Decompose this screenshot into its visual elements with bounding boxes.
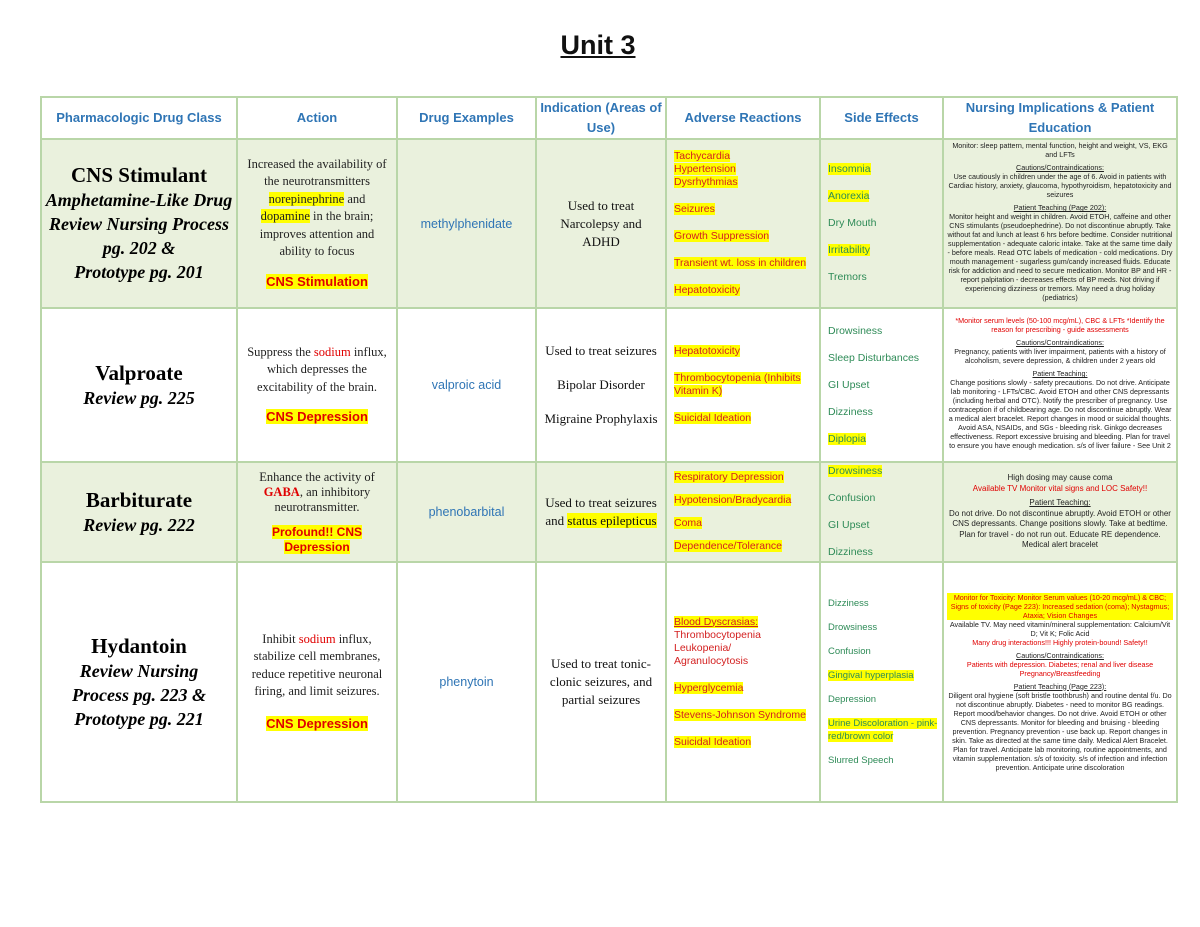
drug-example: phenytoin xyxy=(397,562,536,802)
drug-class-subtitle: Amphetamine-Like Drug xyxy=(45,190,233,210)
header-drug-examples: Drug Examples xyxy=(397,97,536,139)
side-effect-item: Insomnia xyxy=(828,163,871,175)
drug-example: phenobarbital xyxy=(397,462,536,562)
adverse-item: Respiratory Depression xyxy=(674,471,784,483)
adverse-item: Growth Suppression xyxy=(674,230,770,242)
action-highlight: dopamine xyxy=(260,209,310,224)
adverse-item: Dependence/Tolerance xyxy=(674,540,782,552)
adverse-item: Tachycardia xyxy=(674,150,731,162)
header-nursing-implications: Nursing Implications & Patient Education xyxy=(943,97,1177,139)
adverse-item: Stevens-Johnson Syndrome xyxy=(674,708,806,721)
indication-item: Used to treat seizures and xyxy=(545,495,657,528)
drug-class-name: Barbiturate xyxy=(85,487,193,512)
adverse-item: Hypotension/Bradycardia xyxy=(674,494,792,506)
action-highlight: norepinephrine xyxy=(268,191,345,206)
side-effect-item: Slurred Speech xyxy=(828,755,894,766)
drug-class-name: Valproate xyxy=(95,360,183,385)
adverse-item: Dysrhythmias xyxy=(674,176,738,188)
side-effect-item: Gingival hyperplasia xyxy=(828,670,914,681)
implication-text: Monitor: sleep pattern, mental function, height and weight, VS, EKG and LFTs xyxy=(952,141,1168,159)
adverse-item: Leukopenia/ xyxy=(674,641,732,654)
implications-cell xyxy=(943,308,1177,462)
action-highlight: sodium xyxy=(313,344,351,359)
adverse-item: Suicidal Ideation xyxy=(674,412,752,424)
implication-heading: Patient Teaching (Page 223): xyxy=(1013,681,1107,691)
implication-text: Monitor height and weight in children. Avoid ETOH, caffeine and other CNS stimulants (pseudoephedrine). Do not discontinue abruptly. Take without fat and lunch at least 6 hrs before bedtime. Consider nutritional supplementation - adequate caloric intake. Take at the same time daily - before meals. Read OTC labels of medication - cold medications. Dry mouth management - sugarless gum/candy increased fluids. Educate risk for addiction and need to secure medication. Monitor BP and HR - report palpitation - decreases effects of BP meds. Not driving if experiencing dizziness or tremors. May need a drug holiday (pediatrics) xyxy=(947,212,1173,302)
side-effect-item: GI Upset xyxy=(828,519,870,531)
drug-class-cell xyxy=(41,139,237,308)
adverse-item: Hepatotoxicity xyxy=(674,345,740,357)
drug-class-subtitle: Prototype pg. 221 xyxy=(74,708,204,729)
implication-text: Diligent oral hygiene (soft bristle toothbrush) and routine dental f/u. Do not discontinue abruptly. Diabetes - need to monitor BG readings. Report mood/behavior changes. Do not drive. Avoid ETOH or other CNS depressants. Monitor for bleeding and bruising - bleeding prevention. Pregnancy prevention - use back up. Report changes in skin. Take as directed at the same time daily. Medical Alert Bracelet. Plan for travel. Anticipate lab monitoring, routine appointments, and vitamin supplementation. s/s of toxicity. s/s of infection and infection prevention. Anticipate urine discoloration xyxy=(948,690,1172,772)
indication-cell xyxy=(536,462,666,562)
header-drug-class: Pharmacologic Drug Class xyxy=(41,97,237,139)
side-effect-item: Dizziness xyxy=(828,598,869,609)
drug-class-subtitle: Review Nursing Process pg. 202 & xyxy=(49,214,229,258)
drug-class-name: CNS Stimulant xyxy=(71,163,207,187)
implication-text: High dosing may cause coma xyxy=(1007,473,1113,483)
action-text: in the brain; improves attention and ability to focus xyxy=(259,209,375,259)
side-effects-cell xyxy=(820,139,943,308)
drug-class-subtitle: Review Nursing xyxy=(79,660,199,681)
table-row xyxy=(41,562,1177,802)
side-effect-item: Dizziness xyxy=(828,546,873,558)
indication-cell: Used to treat Narcolepsy and ADHD xyxy=(536,139,666,308)
action-highlight: sodium xyxy=(298,631,336,646)
drug-class-cell xyxy=(41,308,237,462)
side-effect-item: Depression xyxy=(828,694,877,705)
implication-text: Use cautiously in children under the age of 6. Avoid in patients with Cardiac history, anxiety, glaucoma, hypothyroidism, hepatotoxicity and seizures xyxy=(948,172,1172,199)
action-cell xyxy=(237,139,397,308)
side-effect-item: GI Upset xyxy=(828,378,870,391)
action-text: influx, stabilize cell membranes, reduce repetitive neuronal firing, and limit seizures. xyxy=(251,631,383,699)
indication-item: Migraine Prophylaxis xyxy=(544,411,658,426)
implications-cell xyxy=(943,462,1177,562)
adverse-item: Agranulocytosis xyxy=(674,654,749,667)
adverse-cell xyxy=(666,562,820,802)
action-tag: Profound!! CNS Depression xyxy=(272,524,362,554)
action-text: Enhance the activity of xyxy=(259,469,375,484)
side-effect-item: Urine Discoloration - pink-red/brown color xyxy=(828,718,938,742)
table-row xyxy=(41,462,1177,562)
implication-text: Pregnancy, patients with liver impairment, patients with a history of alcoholism, severe depression, & children under 2 years old xyxy=(954,347,1166,365)
side-effect-item: Drowsiness xyxy=(828,324,883,337)
indication-item: Used to treat seizures xyxy=(545,343,657,358)
action-cell xyxy=(237,462,397,562)
drug-class-subtitle: Review pg. 225 xyxy=(83,387,195,408)
page-title: Unit 3 xyxy=(560,30,636,60)
adverse-item: Suicidal Ideation xyxy=(674,735,752,748)
side-effect-item: Confusion xyxy=(828,492,876,504)
implication-text: Available TV. May need vitamin/mineral supplementation: Calcium/Vit D; Vit K; Folic Acid xyxy=(949,619,1171,638)
adverse-item: Thrombocytopenia (Inhibits Vitamin K) xyxy=(674,372,801,397)
side-effect-item: Diplopia xyxy=(828,432,866,445)
adverse-item: Hepatotoxicity xyxy=(674,284,740,296)
indication-cell xyxy=(536,308,666,462)
adverse-item: Blood Dyscrasias: xyxy=(674,615,759,628)
header-side-effects: Side Effects xyxy=(820,97,943,139)
table-row xyxy=(41,308,1177,462)
implication-heading: Patient Teaching: xyxy=(1029,498,1091,508)
adverse-cell xyxy=(666,462,820,562)
side-effect-item: Confusion xyxy=(828,646,871,657)
drug-example: valproic acid xyxy=(397,308,536,462)
adverse-item: Hypertension xyxy=(674,163,736,175)
adverse-item: Coma xyxy=(674,517,703,529)
side-effect-item: Dry Mouth xyxy=(828,217,877,229)
indication-item: Bipolar Disorder xyxy=(557,377,645,392)
action-tag: CNS Depression xyxy=(266,715,368,731)
side-effect-item: Irritability xyxy=(828,244,871,256)
header-row xyxy=(41,97,1177,139)
action-text: Suppress the xyxy=(247,344,311,359)
drug-class-cell xyxy=(41,462,237,562)
action-tag: CNS Depression xyxy=(266,409,368,424)
side-effect-item: Sleep Disturbances xyxy=(828,351,920,364)
action-cell xyxy=(237,308,397,462)
header-adverse-reactions: Adverse Reactions xyxy=(666,97,820,139)
action-text: Inhibit xyxy=(262,631,296,646)
implication-heading: Cautions/Contraindications: xyxy=(1016,163,1104,172)
implication-text: *Monitor serum levels (50-100 mcg/mL), CBC & LFTs *Identify the reason for prescribing - guide assessments xyxy=(955,316,1165,334)
action-text: , an inhibitory neurotransmitter. xyxy=(274,484,371,514)
indication-highlight: status epilepticus xyxy=(567,513,657,528)
implications-cell xyxy=(943,139,1177,308)
implications-cell xyxy=(943,562,1177,802)
side-effect-item: Dizziness xyxy=(828,405,873,418)
implication-heading: Patient Teaching (Page 202): xyxy=(1013,203,1107,212)
implication-text: Available TV Monitor vital signs and LOC Safety!! xyxy=(972,483,1148,493)
drug-class-name: Hydantoin xyxy=(91,633,187,658)
side-effects-cell xyxy=(820,462,943,562)
drug-example: methylphenidate xyxy=(397,139,536,308)
drug-class-subtitle: Review pg. 222 xyxy=(83,514,195,535)
adverse-item: Transient wt. loss in children xyxy=(674,257,807,269)
implication-heading: Cautions/Contraindications: xyxy=(1016,338,1104,347)
side-effects-cell xyxy=(820,562,943,802)
action-tag: CNS Stimulation xyxy=(266,273,368,289)
adverse-item: Seizures xyxy=(674,203,715,215)
action-cell xyxy=(237,562,397,802)
action-text: and xyxy=(347,191,366,206)
adverse-item: Hyperglycemia xyxy=(674,681,744,694)
action-text: Increased the availability of the neurotransmitters xyxy=(247,156,387,189)
header-action: Action xyxy=(237,97,397,139)
implication-text: Change positions slowly - safety precautions. Do not drive. Anticipate lab monitoring - LFTs/CBC. Avoid ETOH and other CNS depressants (including herbal and OTC). Notify the prescriber of pregnancy. Use contraception if of childbearing age. Do not discontinue abruptly. Wear a medical alert bracelet. Report changes in mood or suicidal thoughts. Avoid ASA, NSAIDs, and SGs - bleeding risk. Ginkgo decreases effectiveness. Report excessive bruising and bleeding. Plan for travel to ensure you have enough medication. s/s of liver failure - See Unit 2 xyxy=(948,378,1172,450)
drug-class-subtitle: Process pg. 223 & xyxy=(72,684,206,705)
implication-heading: Cautions/Contraindications: xyxy=(1016,650,1104,660)
implication-text: Do not drive. Do not discontinue abruptly. Avoid ETOH or other CNS depressants. Change positions slowly. Take at bedtime. Plan for travel - do not run out. Educate RE dependence. Medical alert bracelet xyxy=(949,508,1171,550)
adverse-cell xyxy=(666,308,820,462)
implication-text: Monitor for Toxicity: Monitor Serum values (10-20 mcg/mL) & CBC; Signs of toxicity (Page 223): Increased sedation (coma); Nystagmus; Ataxia; Vision Changes xyxy=(947,593,1173,620)
implication-text: Patients with depression. Diabetes; renal and liver disease Pregnancy/Breastfeeding xyxy=(966,659,1154,678)
side-effect-item: Drowsiness xyxy=(828,622,878,633)
side-effect-item: Drowsiness xyxy=(828,465,883,477)
side-effects-cell xyxy=(820,308,943,462)
action-text: influx, which depresses the excitability of the brain. xyxy=(256,344,387,394)
adverse-item: Thrombocytopenia xyxy=(674,628,761,641)
implication-heading: Patient Teaching: xyxy=(1032,369,1088,378)
side-effect-item: Anorexia xyxy=(828,190,870,202)
side-effect-item: Tremors xyxy=(828,271,867,283)
drug-table xyxy=(40,96,1178,803)
drug-class-cell xyxy=(41,562,237,802)
table-row xyxy=(41,139,1177,308)
indication-cell: Used to treat tonic-clonic seizures, and partial seizures xyxy=(536,562,666,802)
adverse-cell xyxy=(666,139,820,308)
drug-class-subtitle: Prototype pg. 201 xyxy=(74,262,204,282)
action-highlight: GABA xyxy=(263,484,300,499)
header-indication: Indication (Areas of Use) xyxy=(536,97,666,139)
implication-text: Many drug interactions!!! Highly protein-bound! Safety!! xyxy=(972,637,1148,647)
